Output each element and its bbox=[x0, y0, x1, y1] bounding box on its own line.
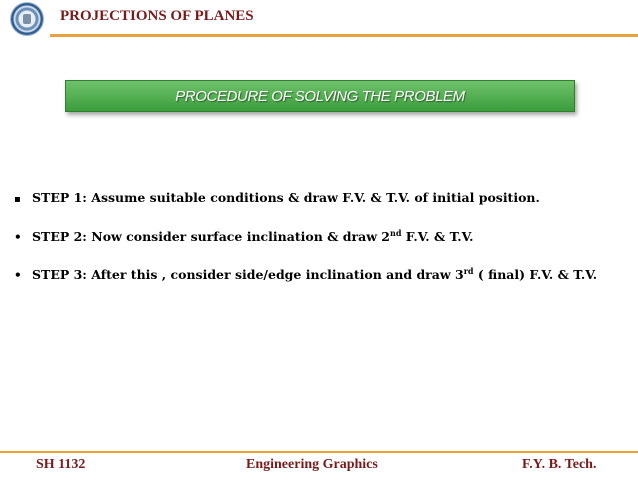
step-2-text-main: STEP 2: Now consider surface inclination & draw 2 bbox=[32, 229, 391, 245]
round-bullet-icon: • bbox=[14, 230, 22, 245]
step-2 bbox=[14, 228, 629, 266]
step-3 bbox=[14, 266, 629, 304]
footer-divider bbox=[0, 451, 638, 453]
footer-course-code: SH 1132 bbox=[36, 457, 86, 472]
header-divider bbox=[50, 34, 638, 37]
step-3-text-main: STEP 3: After this , consider side/edge inclination and draw 3 bbox=[32, 267, 464, 283]
step-1-text: STEP 1: Assume suitable conditions & draw F.V. & T.V. of initial position. bbox=[32, 190, 540, 205]
step-1 bbox=[14, 190, 629, 228]
step-3-text bbox=[32, 266, 597, 282]
step-2-text-end: F.V. & T.V. bbox=[401, 229, 474, 245]
step-3-text-end: ( final) F.V. & T.V. bbox=[473, 267, 598, 283]
square-bullet-icon: ▪ bbox=[14, 194, 21, 205]
step-3-ordinal: rd bbox=[463, 266, 474, 276]
step-2-ordinal: nd bbox=[390, 228, 402, 238]
footer-class: F.Y. B. Tech. bbox=[522, 457, 597, 472]
step-2-text bbox=[32, 228, 474, 244]
round-bullet-icon: • bbox=[14, 268, 22, 283]
banner-text: PROCEDURE OF SOLVING THE PROBLEM bbox=[175, 87, 465, 105]
institute-logo-icon bbox=[11, 3, 43, 35]
footer-subject: Engineering Graphics bbox=[246, 457, 378, 472]
header-title: PROJECTIONS OF PLANES bbox=[60, 8, 254, 24]
procedure-banner bbox=[65, 80, 575, 112]
steps-list bbox=[14, 190, 629, 304]
